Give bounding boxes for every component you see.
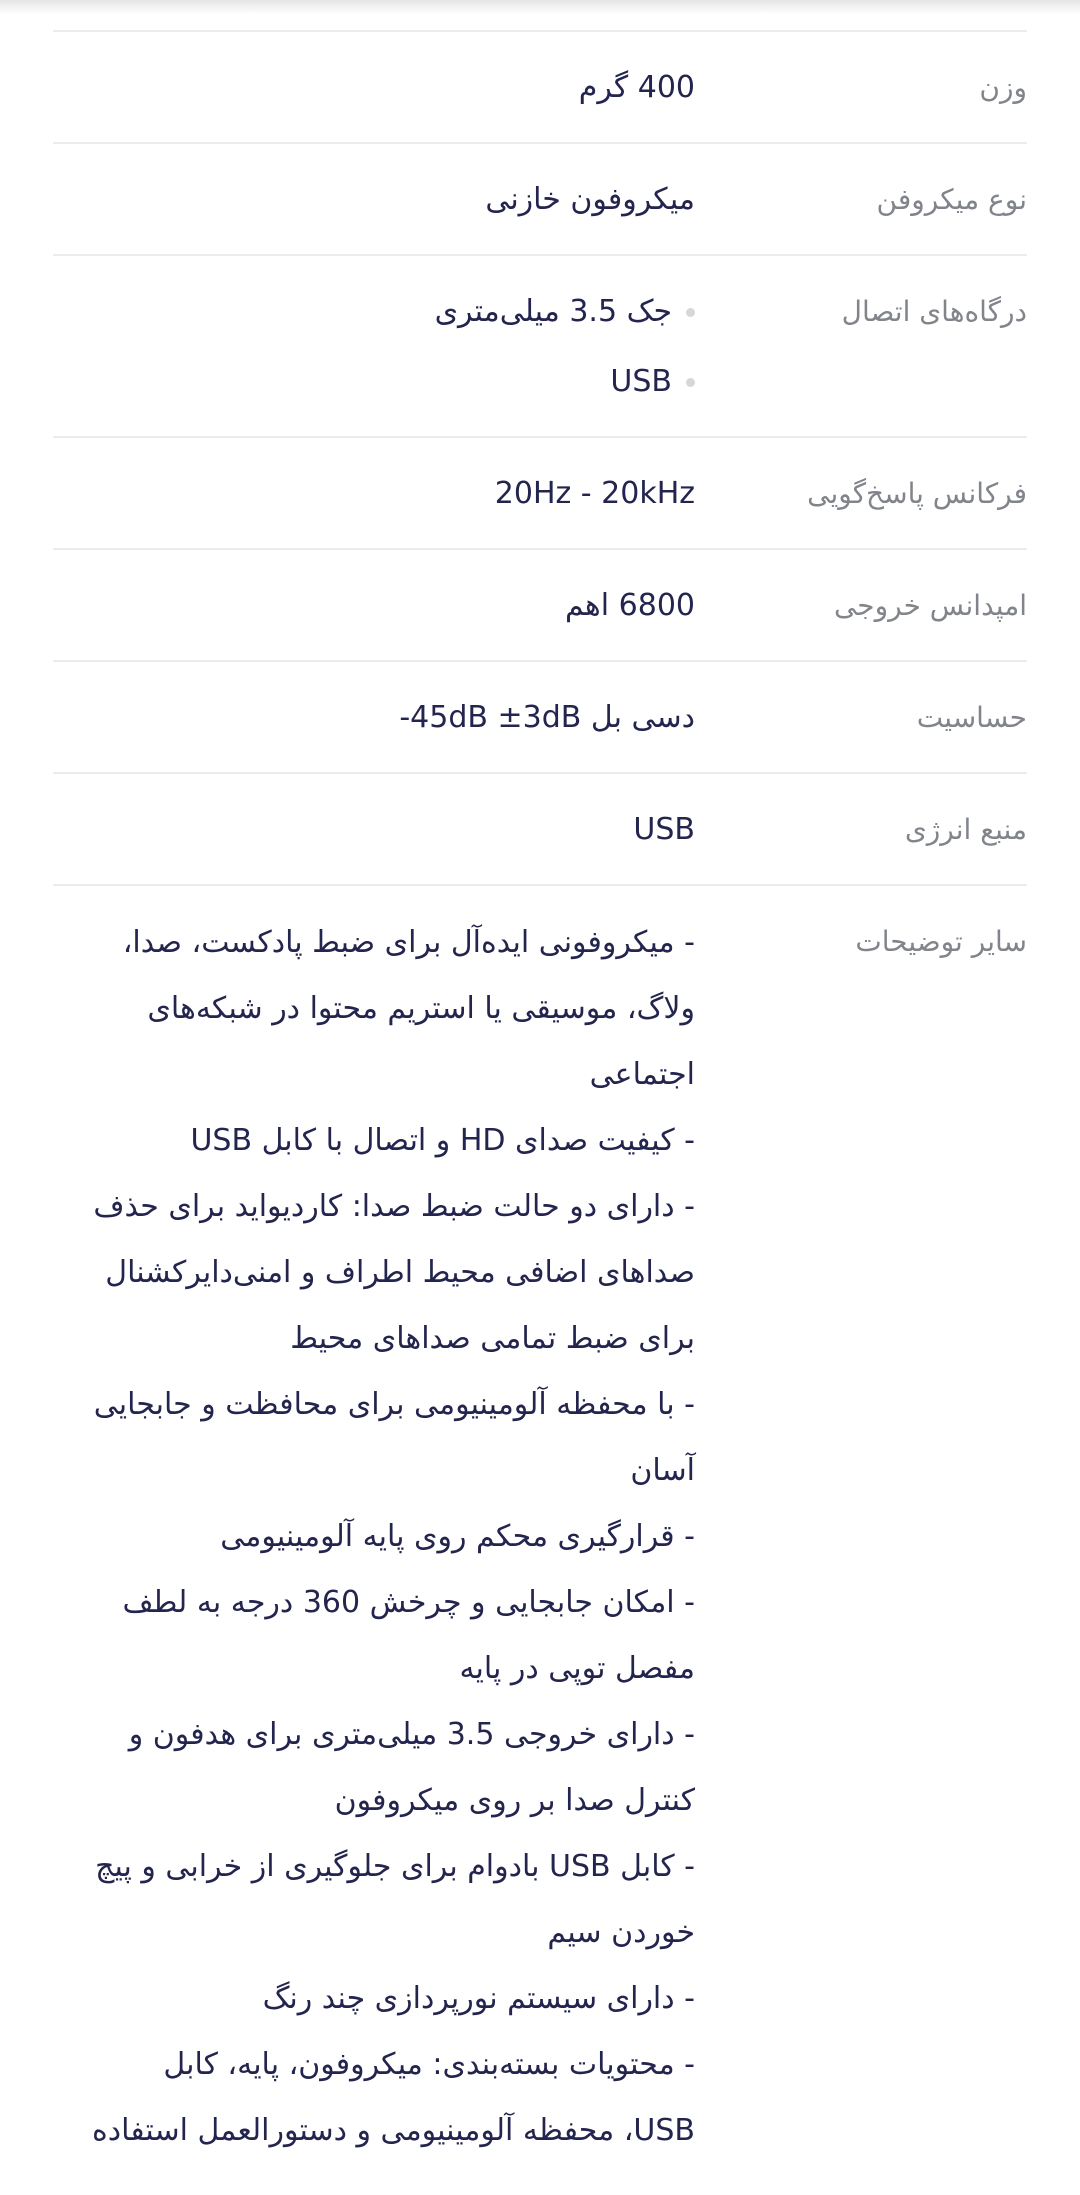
specifications-table [53, 30, 1027, 2164]
description-line: کنترل صدا بر روی میکروفون [334, 1783, 695, 1818]
description-line: USB، محفظه آلومینیومی و دستورالعمل استفاده [92, 2113, 695, 2148]
list-item-text: جک 3.5 میلی‌متری [434, 294, 672, 329]
list-item-text: USB [610, 364, 672, 399]
spec-value: USB [633, 812, 695, 847]
spec-key: منبع انرژی [904, 813, 1027, 846]
description-line: آسان [630, 1453, 695, 1488]
spec-key: نوع میکروفن [876, 183, 1027, 216]
description-line: - دارای خروجی 3.5 میلی‌متری برای هدفون و [128, 1717, 695, 1752]
description-line: - با محفظه آلومینیومی برای محافظت و جابجایی [93, 1387, 695, 1422]
spec-key: فرکانس پاسخ‌گویی [807, 477, 1027, 510]
spec-value: 400 گرم [578, 70, 695, 105]
bullet-dot-icon [686, 308, 695, 317]
description-line: - کیفیت صدای HD و اتصال با کابل USB [190, 1123, 695, 1158]
spec-value-list [53, 292, 695, 402]
spec-value: دسی بل 45dB ±3dB- [399, 700, 695, 735]
spec-key: حساسیت [916, 701, 1027, 734]
top-shadow [0, 0, 1080, 14]
description-line: - قرارگیری محکم روی پایه آلومینیومی [220, 1519, 695, 1554]
spec-row-sensitivity [53, 662, 1027, 774]
description-line: - محتویات بسته‌بندی: میکروفون، پایه، کابل [163, 2047, 695, 2082]
description-line: مفصل توپی در پایه [459, 1651, 695, 1686]
spec-row-description [53, 886, 1027, 2164]
description-line: - کابل USB بادوام برای جلوگیری از خرابی و پیچ [95, 1849, 695, 1884]
list-item [53, 292, 695, 332]
list-item [53, 362, 695, 402]
description-line: - دارای سیستم نورپردازی چند رنگ [262, 1981, 695, 2016]
spec-row-weight [53, 32, 1027, 144]
description-line: خوردن سیم [547, 1915, 695, 1950]
description-line: - دارای دو حالت ضبط صدا: کاردیواید برای حذف [93, 1189, 695, 1224]
description-line: - امکان جابجایی و چرخش 360 درجه به لطف [122, 1585, 695, 1620]
description-line: برای ضبط تمامی صداهای محیط [290, 1321, 695, 1356]
spec-row-mic-type [53, 144, 1027, 256]
spec-key: سایر توضیحات [855, 925, 1027, 958]
description-line: ولاگ، موسیقی یا استریم محتوا در شبکه‌های [147, 991, 695, 1026]
spec-row-ports [53, 256, 1027, 438]
spec-row-impedance [53, 550, 1027, 662]
spec-key: امپدانس خروجی [833, 589, 1027, 622]
bullet-dot-icon [686, 378, 695, 387]
spec-value: میکروفون خازنی [485, 182, 695, 217]
spec-value: 6800 اهم [564, 588, 695, 623]
spec-key: وزن [979, 71, 1027, 104]
description-text [53, 910, 695, 2164]
spec-value: 20Hz - 20kHz [494, 476, 695, 511]
description-line: اجتماعی [589, 1057, 695, 1092]
spec-row-power-source [53, 774, 1027, 886]
description-line: صداهای اضافی محیط اطراف و امنی‌دایرکشنال [105, 1255, 695, 1290]
description-line: - میکروفونی ایده‌آل برای ضبط پادکست، صدا، [122, 925, 695, 960]
spec-row-frequency [53, 438, 1027, 550]
spec-key: درگاه‌های اتصال [841, 295, 1027, 328]
